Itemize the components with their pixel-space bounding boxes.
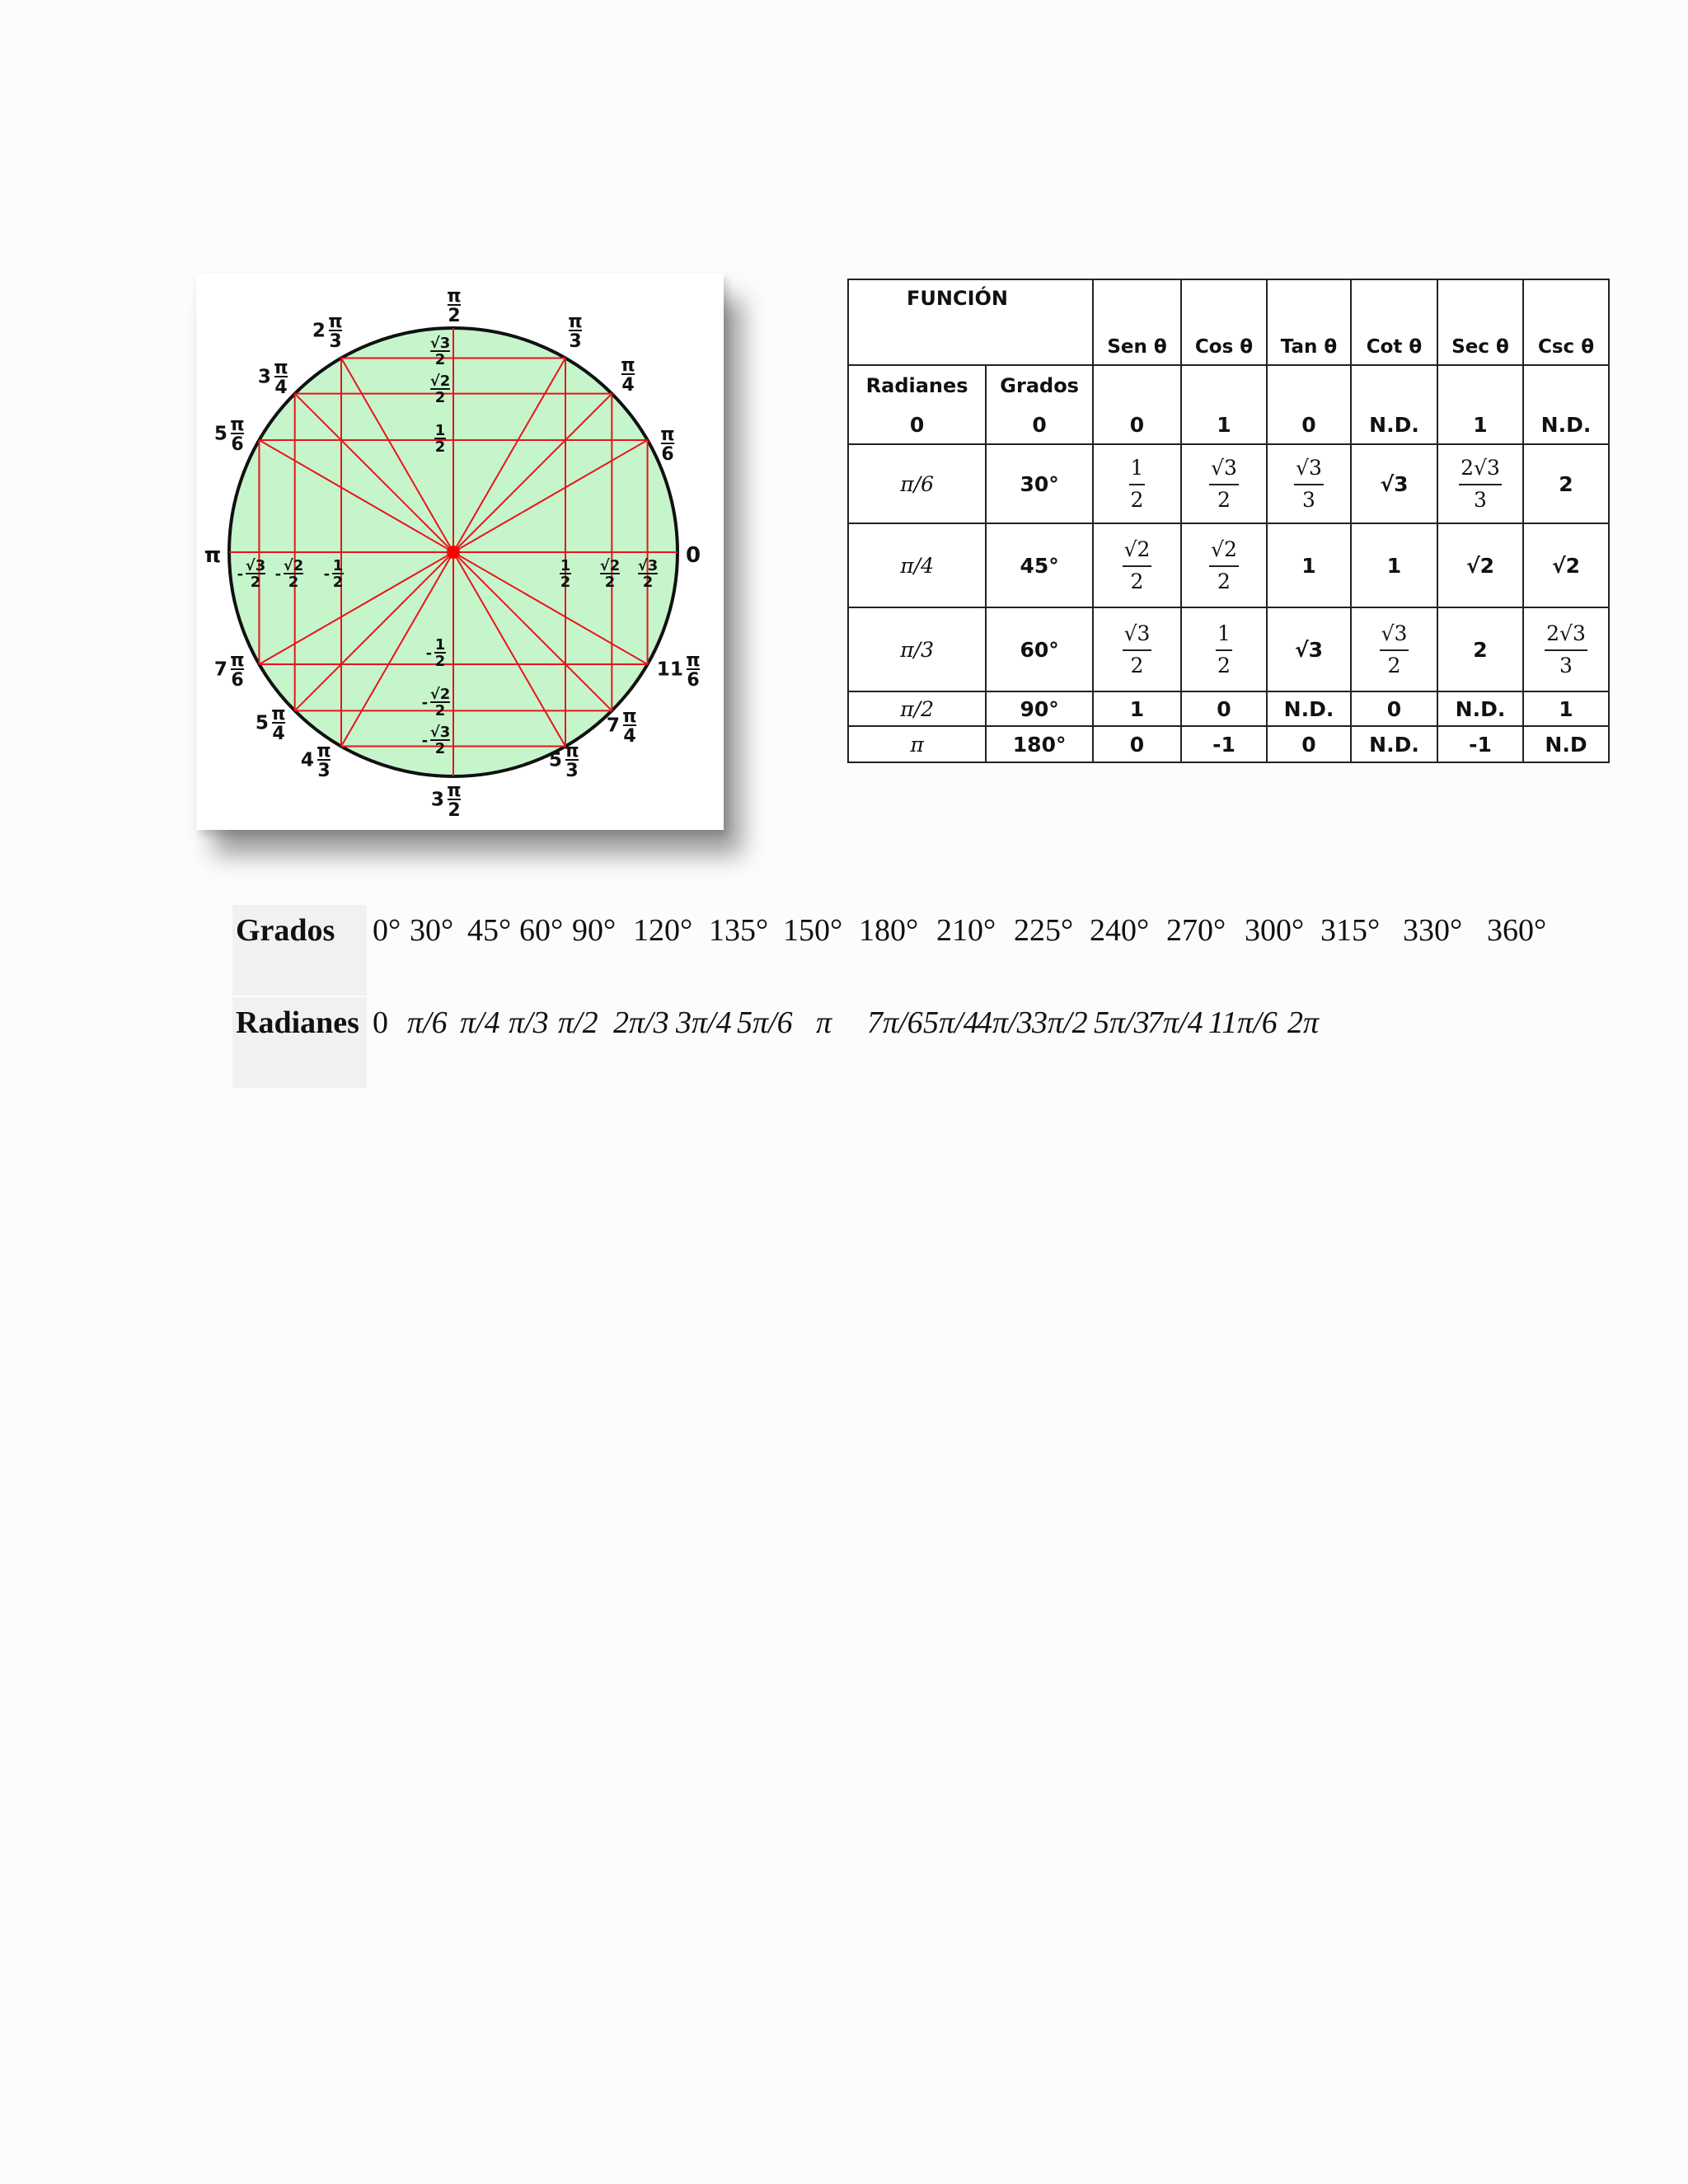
row-value-text: 0: [1129, 732, 1145, 757]
row-value-fraction: [1209, 538, 1239, 594]
angle-label-a270-coef: 3: [430, 789, 444, 811]
row-value-fraction: [1209, 457, 1239, 513]
row-value: [1181, 444, 1267, 523]
angle-label-a90-den: 2: [448, 306, 461, 326]
row-value: [1351, 523, 1437, 607]
grados-value: 60°: [519, 913, 564, 948]
row-degree: 45°: [986, 523, 1093, 607]
radianes-value: 7π/4: [1147, 1005, 1203, 1040]
grados-value: 300°: [1245, 913, 1305, 948]
empty-cell: [1351, 365, 1437, 405]
row-value: [1437, 691, 1523, 726]
radianes-value: 2π/3: [613, 1005, 669, 1040]
axis-value-y-den: 2: [434, 653, 446, 670]
row-value: [1181, 691, 1267, 726]
angle-label-a210-den: 6: [231, 670, 244, 691]
row-value-text: √2: [1465, 553, 1495, 578]
row-value: [1093, 691, 1181, 726]
grados-value: 45°: [467, 913, 512, 948]
row-radian: π/3: [848, 607, 986, 691]
empty-cell: [1093, 365, 1181, 405]
radianes-value: 2π: [1287, 1005, 1320, 1040]
row-value-fraction: [1545, 622, 1587, 678]
radianes-value: π/6: [407, 1005, 448, 1040]
axis-value-y-num: 1: [434, 422, 446, 439]
row-value: [1437, 405, 1523, 444]
angle-label-a45-num: π: [621, 355, 635, 376]
row-value-text: √3: [1294, 637, 1324, 662]
grados-value: 135°: [709, 913, 769, 948]
row-value: [1267, 607, 1351, 691]
row-value: [1523, 405, 1609, 444]
row-value-text: 2: [1473, 637, 1488, 662]
row-value-fraction: [1123, 538, 1152, 594]
header-function: Sec θ: [1437, 279, 1523, 365]
angle-label-a135-den: 4: [274, 377, 288, 398]
row-degree: 90°: [986, 691, 1093, 726]
header-grados: Grados: [986, 365, 1093, 405]
header-function: Cot θ: [1351, 279, 1437, 365]
row-value: [1181, 726, 1267, 762]
row-value-numerator: √3: [1296, 455, 1322, 480]
row-value-text: 1: [1217, 412, 1231, 437]
axis-value-y-den: 2: [434, 351, 446, 368]
row-value: [1437, 726, 1523, 762]
angle-label-a315-num: π: [622, 706, 637, 727]
row-value-text: -1: [1212, 732, 1236, 757]
row-value-bar: [1545, 649, 1587, 651]
row-radian: π/4: [848, 523, 986, 607]
row-value-text: √2: [1551, 553, 1581, 578]
axis-value-x-den: 2: [250, 574, 261, 591]
angle-label-a330-den: 6: [687, 670, 700, 691]
row-radian: π: [848, 726, 986, 762]
row-value: [1351, 691, 1437, 726]
row-value-text: 0: [1386, 696, 1402, 721]
row-value-text: 0: [1301, 732, 1316, 757]
angle-label-a0: 0: [685, 543, 701, 568]
table-subheader-row: [848, 365, 1609, 405]
row-value-text: N.D.: [1369, 412, 1419, 437]
row-value: [1523, 523, 1609, 607]
angle-label-a150-coef: 5: [213, 423, 227, 445]
header-function: Csc θ: [1523, 279, 1609, 365]
angle-label-a30-den: 6: [661, 444, 674, 465]
row-value-bar: [1209, 565, 1239, 567]
row-value-bar: [1294, 484, 1324, 485]
row-radian: 0: [848, 405, 986, 444]
row-value-bar: [1123, 649, 1152, 651]
row-degree: 0: [986, 405, 1093, 444]
angle-label-a315-coef: 7: [606, 715, 620, 737]
angle-label-a300-den: 3: [565, 761, 579, 781]
row-value-fraction: [1294, 457, 1324, 513]
row-value-bar: [1129, 484, 1146, 485]
row-value-text: 0: [1301, 412, 1316, 437]
row-value-numerator: 1: [1130, 455, 1144, 480]
row-radian: π/6: [848, 444, 986, 523]
row-value-numerator: √3: [1211, 455, 1237, 480]
row-value-text: 0: [1129, 412, 1145, 437]
row-value-text: N.D.: [1455, 696, 1506, 721]
angle-label-a330-num: π: [686, 650, 701, 671]
axis-value-x-num: √3: [637, 557, 659, 574]
row-value: [1437, 523, 1523, 607]
table-row: [848, 405, 1609, 444]
row-value-denominator: 3: [1559, 653, 1573, 677]
axis-value-y-sign: -: [421, 732, 429, 750]
radianes-value: 11π/6: [1208, 1005, 1278, 1040]
row-value-text: -1: [1469, 732, 1492, 757]
row-value-numerator: 2√3: [1546, 621, 1586, 645]
angle-label-a210-num: π: [230, 650, 245, 671]
empty-cell: [1267, 365, 1351, 405]
table-header-row: [848, 279, 1609, 365]
row-value: [1351, 444, 1437, 523]
row-value: [1093, 444, 1181, 523]
axis-value-y-num: √2: [429, 373, 451, 390]
angle-label-a270-num: π: [447, 780, 462, 801]
row-value-fraction: [1129, 457, 1146, 513]
axis-value-x-sign: -: [237, 565, 244, 583]
grados-value: 240°: [1090, 913, 1150, 948]
axis-value-x-den: 2: [332, 574, 344, 591]
row-value: [1437, 444, 1523, 523]
row-value-denominator: 2: [1217, 653, 1231, 677]
angle-label-a225-coef: 5: [255, 712, 269, 734]
header-function: Cos θ: [1181, 279, 1267, 365]
angle-label-a225-num: π: [271, 704, 286, 724]
row-value-denominator: 2: [1217, 569, 1231, 593]
unit-circle-figure: [196, 274, 724, 830]
grados-value: 360°: [1487, 913, 1547, 948]
row-value: [1093, 726, 1181, 762]
angle-label-a150-num: π: [230, 415, 245, 435]
axis-value-y-den: 2: [434, 740, 446, 757]
angle-label-a240-coef: 4: [300, 749, 314, 771]
axis-value-x-num: 1: [332, 557, 344, 574]
row-value-numerator: 1: [1217, 621, 1231, 645]
row-value-numerator: 2√3: [1461, 455, 1500, 480]
row-value-bar: [1216, 649, 1232, 651]
row-value-denominator: 2: [1130, 487, 1144, 512]
row-value-text: 1: [1386, 553, 1402, 578]
row-value-text: N.D.: [1369, 732, 1419, 757]
row-value-text: 1: [1301, 553, 1316, 578]
row-value: [1181, 523, 1267, 607]
radianes-value: 5π/6: [737, 1005, 793, 1040]
radianes-label: Radianes: [232, 997, 367, 1088]
row-value-bar: [1123, 565, 1152, 567]
axis-value-y-den: 2: [434, 389, 446, 406]
radianes-value: π: [816, 1005, 832, 1040]
row-value-text: 2: [1559, 471, 1573, 496]
row-value-text: 1: [1559, 696, 1573, 721]
axis-value-y-sign: -: [425, 644, 433, 663]
row-value-fraction: [1123, 622, 1152, 678]
axis-value-x-num: √2: [283, 557, 304, 574]
angle-label-a240-num: π: [316, 741, 331, 762]
axis-value-y-num: √3: [429, 724, 451, 741]
axis-value-x-num: √2: [599, 557, 621, 574]
row-value: [1267, 444, 1351, 523]
row-value-fraction: [1216, 622, 1232, 678]
row-degree: 180°: [986, 726, 1093, 762]
axis-value-y-num: 1: [434, 636, 446, 654]
grados-value: 210°: [936, 913, 996, 948]
row-degree: 60°: [986, 607, 1093, 691]
row-value-bar: [1380, 649, 1409, 651]
angle-label-a60-num: π: [568, 312, 583, 332]
row-value-numerator: √3: [1123, 621, 1151, 645]
angle-label-a315-den: 4: [623, 726, 636, 747]
row-value: [1267, 726, 1351, 762]
row-value-text: 1: [1473, 412, 1488, 437]
angle-label-a120-coef: 2: [312, 320, 326, 342]
radianes-value: 5π/3: [1094, 1005, 1150, 1040]
row-value-text: 1: [1129, 696, 1145, 721]
trig-values-table: [847, 279, 1610, 763]
table-row: [848, 691, 1609, 726]
radianes-value: 3π/2: [1032, 1005, 1088, 1040]
row-value: [1093, 523, 1181, 607]
row-value: [1267, 691, 1351, 726]
radianes-value: 0: [373, 1005, 388, 1040]
row-value-text: 0: [1217, 696, 1231, 721]
header-function: Tan θ: [1267, 279, 1351, 365]
row-value: [1351, 405, 1437, 444]
row-value-numerator: √3: [1381, 621, 1408, 645]
angle-label-a225-den: 4: [272, 724, 285, 744]
angle-label-a210-coef: 7: [213, 658, 227, 681]
row-value: [1523, 726, 1609, 762]
table-row: [848, 726, 1609, 762]
angle-label-a300-coef: 5: [548, 749, 562, 771]
angle-label-a30-num: π: [660, 424, 675, 445]
row-value-text: N.D: [1545, 732, 1587, 757]
empty-cell: [1181, 365, 1267, 405]
row-value: [1437, 607, 1523, 691]
axis-value-y-den: 2: [434, 438, 446, 456]
header-function: Sen θ: [1093, 279, 1181, 365]
grados-value: 270°: [1166, 913, 1226, 948]
axis-value-x-den: 2: [288, 574, 299, 591]
row-value: [1181, 405, 1267, 444]
header-radianes: Radianes: [848, 365, 986, 405]
grados-value: 315°: [1320, 913, 1381, 948]
axis-value-y-sign: -: [421, 694, 429, 712]
radianes-value: 7π/6: [867, 1005, 923, 1040]
row-value-numerator: √2: [1123, 537, 1151, 561]
axis-value-x-den: 2: [642, 574, 654, 591]
radianes-value: π/2: [558, 1005, 598, 1040]
row-value: [1267, 405, 1351, 444]
angle-label-a60-den: 3: [569, 331, 582, 352]
axis-value-x-den: 2: [604, 574, 616, 591]
center-point: [447, 546, 460, 559]
row-value: [1093, 607, 1181, 691]
row-value-denominator: 2: [1387, 653, 1401, 677]
axis-value-y-den: 2: [434, 702, 446, 719]
axis-value-x-sign: -: [274, 565, 282, 583]
grados-value: 0°: [373, 913, 401, 948]
row-value-denominator: 3: [1302, 487, 1315, 512]
empty-cell: [1523, 365, 1609, 405]
row-value: [1181, 607, 1267, 691]
grados-value: 30°: [410, 913, 454, 948]
row-value: [1523, 691, 1609, 726]
angle-label-a90-num: π: [447, 286, 462, 307]
axis-value-y-num: √2: [429, 686, 451, 703]
row-value-bar: [1209, 484, 1239, 485]
row-value: [1523, 607, 1609, 691]
row-value-denominator: 3: [1474, 487, 1487, 512]
grados-value: 120°: [633, 913, 693, 948]
angle-label-a180: π: [204, 543, 222, 568]
angle-label-a150-den: 6: [231, 434, 244, 455]
row-degree: 30°: [986, 444, 1093, 523]
unit-circle-diagram: [196, 274, 724, 830]
row-value-denominator: 2: [1130, 653, 1144, 677]
row-value-fraction: [1380, 622, 1409, 678]
angle-label-a300-num: π: [565, 741, 579, 762]
angle-label-a120-den: 3: [329, 331, 342, 352]
row-value: [1351, 726, 1437, 762]
empty-cell: [1437, 365, 1523, 405]
axis-value-x-num: 1: [560, 557, 571, 574]
axis-value-x-num: √3: [245, 557, 266, 574]
row-radian: π/2: [848, 691, 986, 726]
table-row: [848, 444, 1609, 523]
row-value-denominator: 2: [1217, 487, 1231, 512]
radianes-value: 5π/4: [923, 1005, 979, 1040]
grados-value: 90°: [572, 913, 617, 948]
angle-label-a135-num: π: [274, 358, 288, 378]
angle-label-a135-coef: 3: [257, 366, 271, 388]
angle-label-a240-den: 3: [317, 761, 331, 781]
grados-value: 180°: [859, 913, 919, 948]
angle-label-a270-den: 2: [448, 800, 461, 821]
table-row: [848, 607, 1609, 691]
row-value-text: N.D.: [1540, 412, 1592, 437]
row-value-bar: [1459, 484, 1502, 485]
grados-value: 150°: [783, 913, 843, 948]
grados-label: Grados: [232, 905, 367, 996]
radianes-value: π/4: [460, 1005, 500, 1040]
axis-value-x-sign: -: [323, 565, 331, 583]
angle-label-a330-coef: 11: [656, 658, 683, 681]
row-value-fraction: [1459, 457, 1502, 513]
radianes-value: 3π/4: [676, 1005, 732, 1040]
axis-value-x-den: 2: [560, 574, 571, 591]
header-funcion: FUNCIÓN: [848, 279, 1093, 365]
radianes-value: π/3: [509, 1005, 549, 1040]
angle-label-a120-num: π: [328, 312, 343, 332]
row-value: [1351, 607, 1437, 691]
radianes-value: 4π/3: [977, 1005, 1033, 1040]
row-value: [1093, 405, 1181, 444]
row-value-text: √3: [1380, 471, 1409, 496]
row-value-text: N.D.: [1283, 696, 1334, 721]
row-value: [1267, 523, 1351, 607]
row-value-numerator: √2: [1211, 537, 1237, 561]
row-value: [1523, 444, 1609, 523]
grados-value: 330°: [1403, 913, 1463, 948]
row-value-denominator: 2: [1130, 569, 1144, 593]
table-row: [848, 523, 1609, 607]
axis-value-y-num: √3: [429, 335, 451, 352]
angle-label-a45-den: 4: [621, 375, 635, 396]
grados-value: 225°: [1014, 913, 1074, 948]
